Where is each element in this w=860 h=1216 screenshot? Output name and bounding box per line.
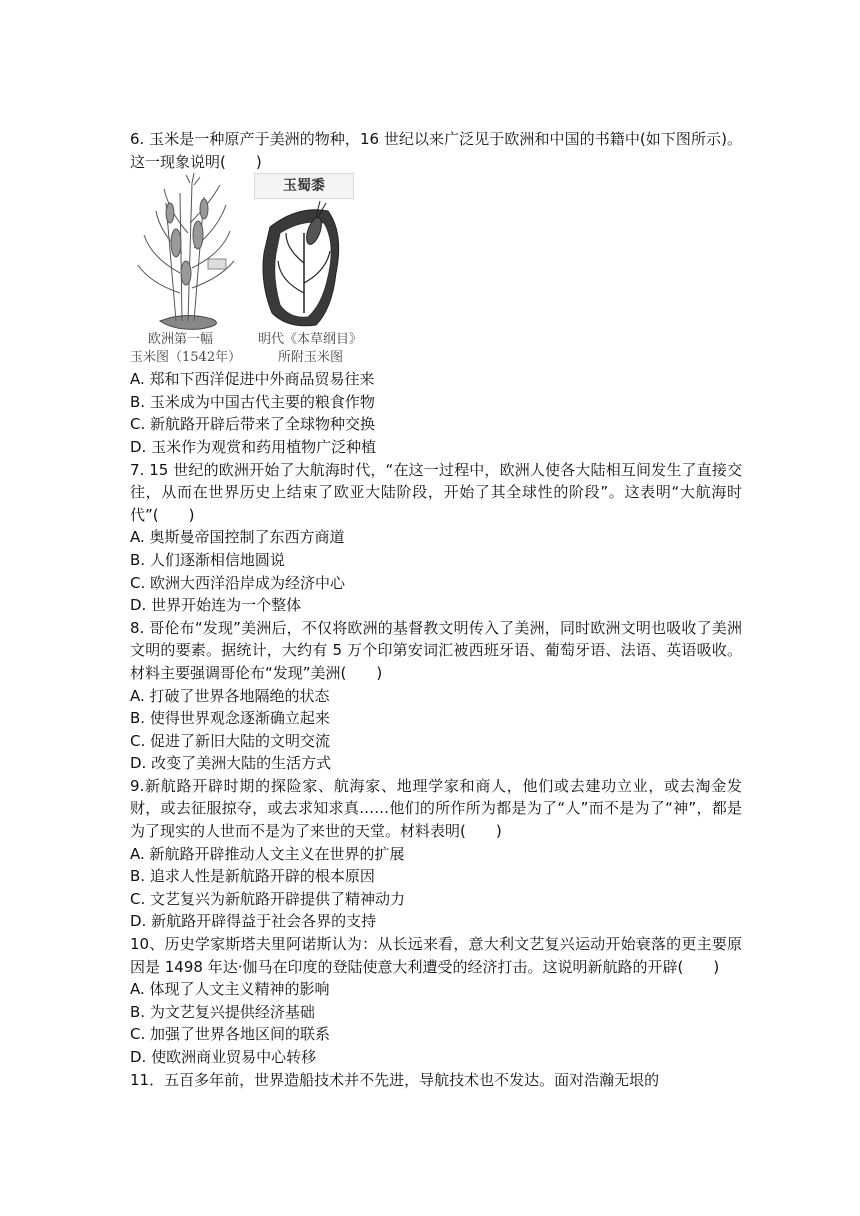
option: D. 世界开始连为一个整体 <box>130 596 302 615</box>
question-11-stem: 11．五百多年前，世界造船技术并不先进，导航技术也不发达。面对浩瀚无垠的 <box>130 1070 660 1089</box>
question-9-stem: 9.新航路开辟时期的探险家、航海家、地理学家和商人，他们或去建功立业，或去淘金发财，或去征服掠夺，或去求知求真……他们的所作所为都是为了“人”而不是为了“神”，都是为了现实的人世而不是为了来世的天堂。材料表明( ) <box>130 776 742 841</box>
question-9 <box>130 775 742 933</box>
european-corn-plant-image <box>138 173 234 329</box>
option: A. 打破了世界各地隔绝的状态 <box>130 686 330 705</box>
corn-figures <box>130 173 390 368</box>
option: D. 改变了美洲大陆的生活方式 <box>130 754 332 773</box>
question-6 <box>130 128 742 459</box>
question-8-stem: 8. 哥伦布“发现”美洲后，不仅将欧洲的基督教文明传入了美洲，同时欧洲文明也吸收了美洲文明的要素。据统计，大约有 5 万个印第安词汇被西班牙语、葡萄牙语、法语、英语吸收。材料主要强调哥伦布“发现”美洲( ) <box>130 618 742 682</box>
option: C. 文艺复兴为新航路开辟提供了精神动力 <box>130 889 406 908</box>
left-figure-caption-line-1: 欧洲第一幅 <box>148 332 214 348</box>
option: A. 郑和下西洋促进中外商品贸易往来 <box>130 370 375 389</box>
question-10 <box>130 933 742 1069</box>
option: B. 追求人性是新航路开辟的根本原因 <box>130 867 375 886</box>
right-figure-caption-line-2: 所附玉米图 <box>278 350 344 366</box>
option: B. 玉米成为中国古代主要的粮食作物 <box>130 392 375 411</box>
option: D. 玉米作为观赏和药用植物广泛种植 <box>130 437 377 456</box>
right-figure-caption-line-1: 明代《本草纲目》 <box>258 332 363 348</box>
option: D. 使欧洲商业贸易中心转移 <box>130 1048 317 1066</box>
option: D. 新航路开辟得益于社会各界的支持 <box>130 912 377 931</box>
question-7-stem: 7. 15 世纪的欧洲开始了大航海时代，“在这一过程中，欧洲人使各大陆相互间发生了直接交往，从而在世界历史上结束了欧亚大陆阶段，开始了其全球性的阶段”。这表明“大航海时代”( ) <box>130 460 742 524</box>
question-10-stem: 10、历史学家斯塔夫里阿诺斯认为：从长远来看，意大利文艺复兴运动开始衰落的更主要原因是 1498 年达·伽马在印度的登陆使意大利遭受的经济打击。这说明新航路的开辟( ) <box>130 935 742 976</box>
question-7 <box>130 459 742 617</box>
option: A. 体现了人文主义精神的影响 <box>130 980 330 999</box>
option: B. 为文艺复兴提供经济基础 <box>130 1002 315 1021</box>
option: C. 促进了新旧大陆的文明交流 <box>130 731 331 750</box>
option: B. 人们逐渐相信地圆说 <box>130 550 285 569</box>
option: A. 新航路开辟推动人文主义在世界的扩展 <box>130 844 405 863</box>
ming-corn-plant-image <box>263 201 339 326</box>
question-6-stem: 6. 玉米是一种原产于美洲的物种，16 世纪以来广泛见于欧洲和中国的书籍中(如下图所示)。这一现象说明( ) <box>130 130 742 171</box>
exam-page <box>130 128 742 1091</box>
left-figure-caption-line-2: 玉米图（1542年） <box>130 350 242 366</box>
option: C. 加强了世界各地区间的联系 <box>130 1025 331 1044</box>
question-8 <box>130 617 742 775</box>
option: C. 欧洲大西洋沿岸成为经济中心 <box>130 573 346 592</box>
option: A. 奥斯曼帝国控制了东西方商道 <box>130 528 345 547</box>
option: B. 使得世界观念逐渐确立起来 <box>130 709 330 728</box>
figure-title-yushushu: 玉蜀黍 <box>254 173 354 199</box>
option: C. 新航路开辟后带来了全球物种交换 <box>130 415 376 434</box>
question-11 <box>130 1069 742 1092</box>
